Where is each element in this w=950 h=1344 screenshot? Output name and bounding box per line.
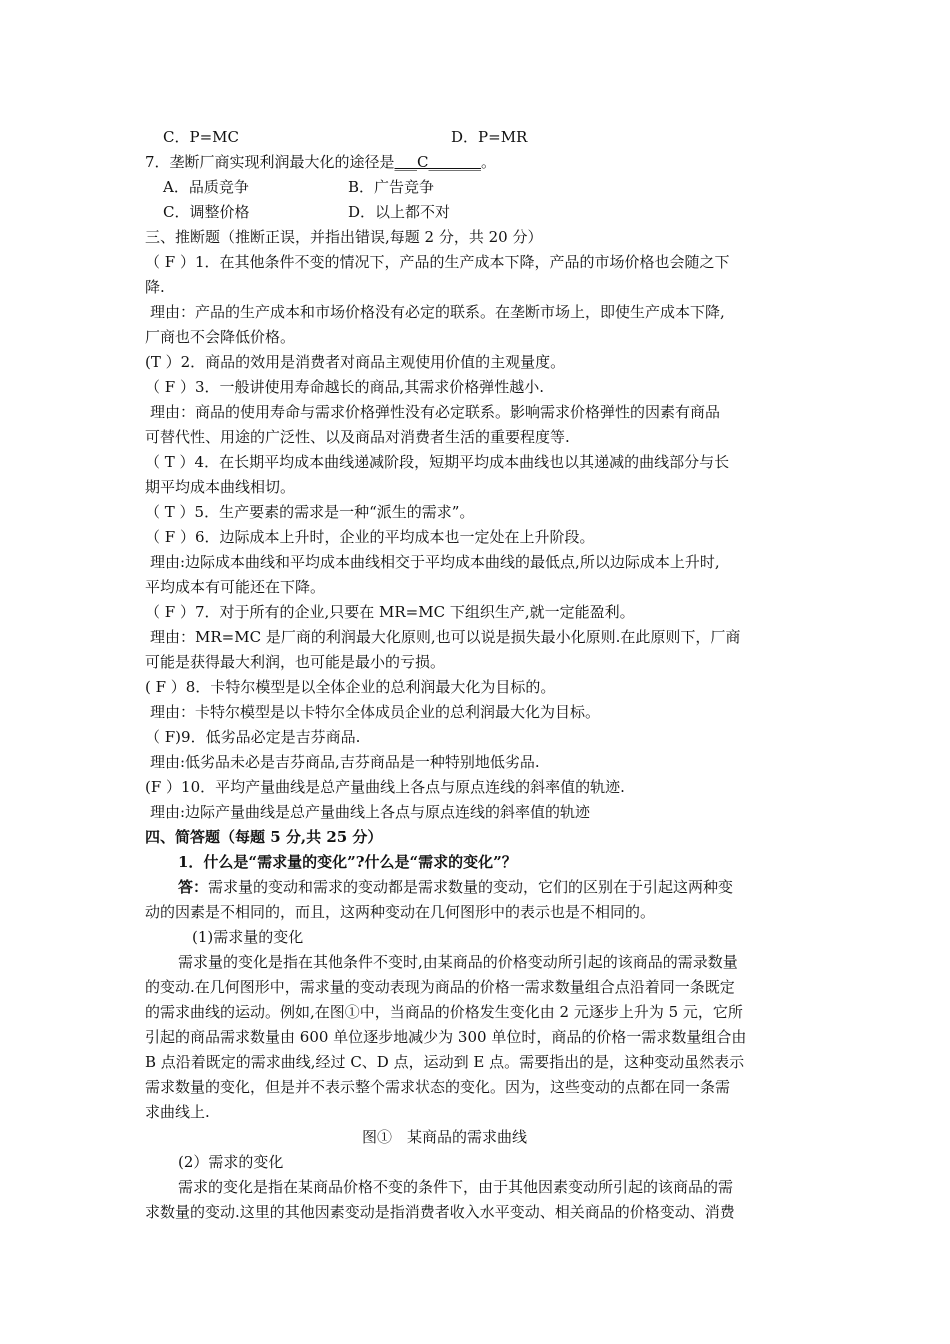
s4-question-1: 1．什么是“需求量的变化”?什么是“需求的变化”？	[178, 853, 517, 871]
q7-option-c: C．调整价格	[163, 203, 250, 221]
section4-heading: 四、简答题（每题 5 分,共 25 分）	[145, 828, 383, 846]
s4-sub1-text: 引起的商品需求数量由 600 单位逐步地减少为 300 单位时，商品的价格一需求数量组合由	[145, 1028, 747, 1046]
s4-answer-text: 动的因素是不相同的，而且，这两种变动在几何图形中的表示也是不相同的。	[145, 903, 656, 921]
s3-line: 可能是获得最大利润，也可能是最小的亏损。	[145, 653, 446, 671]
s3-line: 降.	[145, 278, 165, 296]
s4-sub1-text: B 点沿着既定的需求曲线,经过 C、D 点，运动到 E 点。需要指出的是，这种变动虽然表示	[145, 1053, 745, 1071]
q7-options-cd	[163, 202, 451, 222]
s3-line: （ F)9．低劣品必定是吉芬商品.	[145, 728, 361, 746]
s4-sub1-text: 需求数量的变化，但是并不表示整个需求状态的变化。因为，这些变动的点都在同一条需	[145, 1078, 731, 1096]
s3-line: （ F ）1．在其他条件不变的情况下，产品的生产成本下降，产品的市场价格也会随之下	[145, 253, 730, 271]
s4-sub1-text: 的需求曲线的运动。例如,在图①中，当商品的价格发生变化由 2 元逐步上升为 5 元，它所	[145, 1003, 743, 1021]
s3-line: 平均成本有可能还在下降。	[145, 578, 326, 596]
s4-sub1-title: (1)需求量的变化	[192, 928, 304, 946]
s4-answer-first-line	[178, 877, 733, 897]
s4-sub2-text: 需求的变化是指在某商品价格不变的条件下，由于其他因素变动所引起的该商品的需	[178, 1178, 734, 1196]
s3-line: （ F ）6．边际成本上升时，企业的平均成本也一定处在上升阶段。	[145, 528, 595, 546]
s4-sub1-text: 需求量的变化是指在其他条件不变时,由某商品的价格变动所引起的该商品的需录数量	[178, 953, 738, 971]
s3-reason: 理由:边际成本曲线和平均成本曲线相交于平均成本曲线的最低点,所以边际成本上升时,	[150, 553, 720, 571]
answer-label: 答：	[178, 878, 209, 896]
q7-stem-prefix: 7．垄断厂商实现利润最大化的途径是	[145, 153, 395, 171]
figure-caption: 图① 某商品的需求曲线	[362, 1128, 528, 1146]
s3-reason: 理由:边际产量曲线是总产量曲线上各点与原点连线的斜率值的轨迹	[150, 803, 591, 821]
q7-answer-blank: ___C_______	[394, 153, 482, 171]
s3-line: （ F ）3．一般讲使用寿命越长的商品,其需求价格弹性越小.	[145, 378, 545, 396]
s3-line: （ T ）4．在长期平均成本曲线递减阶段，短期平均成本曲线也以其递减的曲线部分与长	[145, 453, 730, 471]
s3-line: （ F ）7．对于所有的企业,只要在 MR=MC 下组织生产,就一定能盈利。	[145, 603, 635, 621]
q7-option-d: D．以上都不对	[348, 203, 451, 221]
s4-answer-text: 需求量的变动和需求的变动都是需求数量的变动，它们的区别在于引起这两种变	[208, 878, 734, 896]
s3-line: 可替代性、用途的广泛性、以及商品对消费者生活的重要程度等.	[145, 428, 570, 446]
s4-sub2-title: (2）需求的变化	[178, 1153, 284, 1171]
q7-stem-suffix: 。	[481, 153, 497, 171]
section3-heading: 三、推断题（推断正误，并指出错误,每题 2 分，共 20 分）	[145, 228, 543, 246]
s4-sub1-text: 的变动.在几何图形中，需求量的变动表现为商品的价格一需求数量组合点沿着同一条既定	[145, 978, 735, 996]
q7-stem	[145, 152, 496, 172]
q6-options-cd	[163, 127, 528, 147]
q7-option-a: A．品质竞争	[163, 178, 249, 196]
q6-option-d: D．P=MR	[451, 128, 528, 146]
s4-sub1-text: 求曲线上.	[145, 1103, 210, 1121]
s3-line: 期平均成本曲线相切。	[145, 478, 296, 496]
q7-option-b: B．广告竞争	[348, 178, 435, 196]
s4-sub2-text: 求数量的变动.这里的其他因素变动是指消费者收入水平变动、相关商品的价格变动、消费	[145, 1203, 735, 1221]
s3-line: (T ）2．商品的效用是消费者对商品主观使用价值的主观量度。	[145, 353, 566, 371]
q7-options-ab	[163, 177, 435, 197]
s3-reason: 理由：MR=MC 是厂商的利润最大化原则,也可以说是损失最小化原则.在此原则下，厂商	[150, 628, 741, 646]
s3-line: ( F ）8．卡特尔模型是以全体企业的总利润最大化为目标的。	[145, 678, 556, 696]
s3-line: （ T ）5．生产要素的需求是一种“派生的需求”。	[145, 503, 475, 521]
s3-reason: 理由：商品的使用寿命与需求价格弹性没有必定联系。影响需求价格弹性的因素有商品	[150, 403, 721, 421]
s3-reason: 理由：产品的生产成本和市场价格没有必定的联系。在垄断市场上，即使生产成本下降,	[150, 303, 725, 321]
s3-line: 厂商也不会降低价格。	[145, 328, 296, 346]
s3-reason: 理由:低劣品未必是吉芬商品,吉芬商品是一种特别地低劣品.	[150, 753, 540, 771]
s3-reason: 理由：卡特尔模型是以卡特尔全体成员企业的总利润最大化为目标。	[150, 703, 601, 721]
q6-option-c: C．P=MC	[163, 128, 239, 146]
s3-line: (F ）10．平均产量曲线是总产量曲线上各点与原点连线的斜率值的轨迹.	[145, 778, 625, 796]
